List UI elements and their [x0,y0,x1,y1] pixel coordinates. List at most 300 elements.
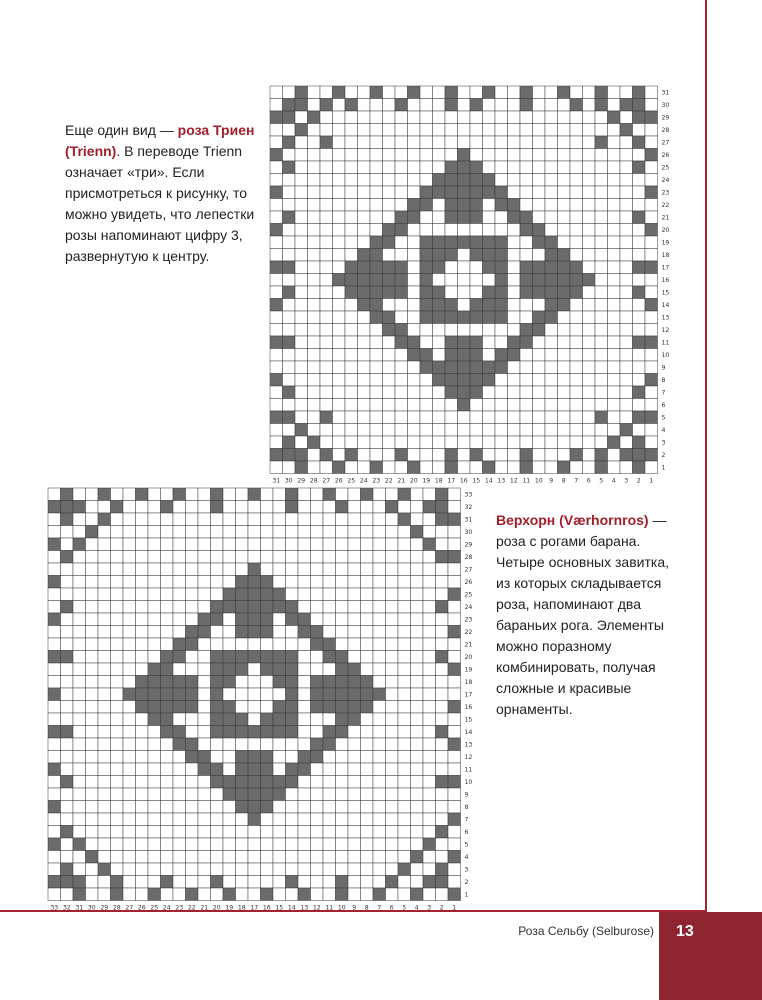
verhorn-chart-cell [373,826,386,839]
trienn-chart-cell [633,99,646,112]
trienn-chart-cell [570,149,583,162]
verhorn-chart-cell [48,801,61,814]
trienn-chart-cell [458,211,471,224]
verhorn-chart-cell [248,526,261,539]
trienn-chart-cell [470,224,483,237]
trienn-chart-cell [583,174,596,187]
verhorn-chart-cell [448,851,461,864]
trienn-chart-cell [345,349,358,362]
trienn-chart-cell [558,174,571,187]
trienn-chart-cell [345,99,358,112]
verhorn-chart-cell [336,738,349,751]
trienn-chart-cell [545,161,558,174]
verhorn-chart-cell [111,488,124,501]
verhorn-chart-cell [298,863,311,876]
verhorn-chart-cell [148,876,161,889]
trienn-chart-cell [345,149,358,162]
verhorn-chart-cell [423,501,436,514]
trienn-chart-cell [445,436,458,449]
trienn-chart-cell [595,224,608,237]
verhorn-chart-cell [198,663,211,676]
trienn-chart-cell [308,424,321,437]
verhorn-chart-cell [186,738,199,751]
verhorn-chart-cell [386,863,399,876]
verhorn-chart-cell [348,688,361,701]
verhorn-chart-cell [98,888,111,901]
verhorn-chart-cell [323,526,336,539]
trienn-chart-cell [620,161,633,174]
verhorn-chart-cell [261,776,274,789]
trienn-chart-cell [545,261,558,274]
verhorn-chart-cell [111,826,124,839]
verhorn-chart-cell [148,738,161,751]
trienn-chart-row-label: 11 [661,339,670,347]
trienn-chart-cell [445,324,458,337]
trienn-chart-cell [558,111,571,124]
verhorn-chart-cell [361,676,374,689]
verhorn-chart-cell [323,563,336,576]
verhorn-chart-cell [361,751,374,764]
trienn-chart-cell [570,211,583,224]
verhorn-chart-cell [48,538,61,551]
trienn-chart-cell [458,224,471,237]
verhorn-chart-cell [148,838,161,851]
trienn-chart-cell [470,161,483,174]
verhorn-chart-row-label: 21 [464,641,473,649]
verhorn-chart-cell [323,738,336,751]
verhorn-chart-cell [411,588,424,601]
trienn-chart-cell [545,274,558,287]
trienn-chart-cell [483,286,496,299]
verhorn-chart-cell [111,501,124,514]
verhorn-chart-cell [98,526,111,539]
trienn-chart-cell [420,399,433,412]
verhorn-chart-cell [173,738,186,751]
trienn-chart-cell [570,136,583,149]
trienn-chart-cell [520,149,533,162]
trienn-chart-cell [508,436,521,449]
trienn-chart-cell [283,449,296,462]
verhorn-chart-cell [298,538,311,551]
verhorn-chart-cell [223,876,236,889]
trienn-chart-cell [608,411,621,424]
trienn-chart-cell [570,449,583,462]
trienn-chart-cell [483,324,496,337]
verhorn-chart-cell [436,838,449,851]
verhorn-chart-cell [136,613,149,626]
trienn-chart-cell [383,99,396,112]
verhorn-chart-cell [161,688,174,701]
trienn-chart-cell [608,211,621,224]
verhorn-chart-cell [411,526,424,539]
verhorn-chart-cell [386,876,399,889]
verhorn-chart-row-label: 15 [464,716,473,724]
trienn-chart-cell [420,436,433,449]
verhorn-chart-cell [436,738,449,751]
trienn-chart-cell [633,186,646,199]
trienn-chart-cell [483,249,496,262]
paragraph-verhorn-rest: — роза с рогами барана. Четыре основных завитка, из которых складывается роза, напоминают два бараньих рога. Элементы можно поразному комбинировать, получая сложные и красивые орнаменты. [496,512,669,717]
verhorn-chart [48,488,488,912]
trienn-chart-cell [270,386,283,399]
verhorn-chart-cell [98,701,111,714]
verhorn-chart-cell [248,638,261,651]
verhorn-chart-cell [423,838,436,851]
trienn-chart-cell [458,99,471,112]
verhorn-chart-cell [161,676,174,689]
trienn-chart-cell [295,261,308,274]
trienn-chart-cell [308,461,321,474]
verhorn-chart-cell [48,676,61,689]
trienn-chart-cell [345,161,358,174]
trienn-chart-cell [583,361,596,374]
trienn-chart-cell [445,274,458,287]
verhorn-chart-cell [236,776,249,789]
trienn-chart-cell [408,349,421,362]
verhorn-chart-cell [348,538,361,551]
verhorn-chart-cell [273,501,286,514]
trienn-chart-cell [445,386,458,399]
verhorn-chart-cell [186,576,199,589]
trienn-chart-cell [370,286,383,299]
trienn-chart-cell [595,199,608,212]
verhorn-chart-cell [261,888,274,901]
verhorn-chart-cell [111,638,124,651]
trienn-chart-cell [645,449,658,462]
verhorn-chart-cell [98,601,111,614]
verhorn-chart-cell [323,751,336,764]
trienn-chart-cell [358,211,371,224]
trienn-chart-cell [458,249,471,262]
trienn-chart-cell [595,386,608,399]
trienn-chart-cell [333,286,346,299]
verhorn-chart-cell [311,801,324,814]
trienn-chart-row-label: 23 [661,189,670,197]
verhorn-chart-cell [61,876,74,889]
trienn-chart-cell [620,374,633,387]
trienn-chart-cell [608,199,621,212]
trienn-chart-cell [433,361,446,374]
verhorn-chart-cell [261,676,274,689]
trienn-chart-cell [433,336,446,349]
trienn-chart-cell [333,374,346,387]
verhorn-chart-cell [61,863,74,876]
verhorn-chart-cell [448,776,461,789]
trienn-chart-cell [633,361,646,374]
verhorn-chart-row-label: 8 [464,803,469,811]
verhorn-chart-cell [161,738,174,751]
trienn-chart-cell [408,299,421,312]
verhorn-chart-cell [86,651,99,664]
verhorn-chart-cell [123,788,136,801]
verhorn-chart-cell [223,888,236,901]
trienn-chart-cell [333,349,346,362]
verhorn-chart-cell [173,851,186,864]
verhorn-chart-cell [223,588,236,601]
trienn-chart-cell [508,136,521,149]
verhorn-chart-cell [373,638,386,651]
verhorn-chart-cell [48,726,61,739]
verhorn-chart-cell [411,713,424,726]
verhorn-chart-cell [386,601,399,614]
trienn-chart-cell [508,99,521,112]
verhorn-chart-cell [361,876,374,889]
verhorn-chart-cell [211,726,224,739]
verhorn-chart-cell [398,813,411,826]
trienn-chart-cell [508,449,521,462]
verhorn-chart-cell [211,576,224,589]
trienn-chart-row-label: 30 [661,101,670,109]
trienn-chart-svg [270,86,700,485]
trienn-chart-cell [433,424,446,437]
verhorn-chart-cell [261,838,274,851]
verhorn-chart-cell [223,488,236,501]
verhorn-chart-cell [348,813,361,826]
verhorn-chart-cell [111,576,124,589]
verhorn-chart-cell [98,551,111,564]
trienn-chart-cell [633,261,646,274]
trienn-chart-cell [533,424,546,437]
verhorn-chart-cell [386,776,399,789]
verhorn-chart-cell [273,638,286,651]
verhorn-chart-cell [211,513,224,526]
trienn-chart-cell [583,399,596,412]
trienn-chart-cell [345,374,358,387]
trienn-chart-cell [620,86,633,99]
trienn-chart-cell [633,174,646,187]
verhorn-chart-cell [173,801,186,814]
verhorn-chart-cell [173,576,186,589]
verhorn-chart-cell [161,838,174,851]
verhorn-chart-cell [423,813,436,826]
verhorn-chart-cell [86,588,99,601]
verhorn-chart-cell [211,626,224,639]
trienn-chart-cell [533,174,546,187]
trienn-chart-cell [270,274,283,287]
verhorn-chart-cell [298,688,311,701]
verhorn-chart-cell [223,738,236,751]
verhorn-chart-cell [173,613,186,626]
trienn-chart-cell [408,386,421,399]
verhorn-chart-cell [198,713,211,726]
trienn-chart-cell [283,261,296,274]
verhorn-chart-cell [336,851,349,864]
verhorn-chart-cell [236,863,249,876]
verhorn-chart-cell [48,826,61,839]
verhorn-chart-cell [348,663,361,676]
verhorn-chart-cell [86,601,99,614]
trienn-chart-cell [345,336,358,349]
trienn-chart-cell [320,261,333,274]
verhorn-chart-cell [123,526,136,539]
trienn-chart-cell [270,249,283,262]
trienn-chart-cell [520,386,533,399]
verhorn-chart-cell [273,513,286,526]
trienn-chart-cell [608,124,621,137]
trienn-chart-cell [483,174,496,187]
trienn-chart-cell [308,361,321,374]
verhorn-chart-cell [398,538,411,551]
trienn-chart-cell [483,161,496,174]
verhorn-chart-cell [386,526,399,539]
trienn-chart-cell [295,174,308,187]
trienn-chart-cell [633,374,646,387]
verhorn-chart-cell [173,663,186,676]
trienn-chart-cell [320,436,333,449]
verhorn-chart-cell [286,876,299,889]
trienn-chart-cell [283,211,296,224]
verhorn-chart-cell [261,813,274,826]
verhorn-chart-cell [448,801,461,814]
trienn-chart-cell [445,411,458,424]
trienn-chart-cell [408,136,421,149]
trienn-chart-cell [470,299,483,312]
verhorn-chart-cell [61,626,74,639]
trienn-chart-cell [458,324,471,337]
verhorn-chart-cell [86,538,99,551]
trienn-chart-cell [295,361,308,374]
verhorn-chart-cell [273,826,286,839]
trienn-chart-cell [508,186,521,199]
trienn-chart-cell [520,361,533,374]
verhorn-chart-cell [73,763,86,776]
verhorn-chart-cell [423,526,436,539]
verhorn-chart-cell [361,638,374,651]
trienn-chart-cell [495,199,508,212]
trienn-chart-cell [570,311,583,324]
trienn-chart-cell [508,161,521,174]
verhorn-chart-cell [423,613,436,626]
verhorn-chart-cell [398,501,411,514]
trienn-chart-cell [558,199,571,212]
trienn-chart-cell [345,461,358,474]
trienn-chart-cell [370,136,383,149]
trienn-chart-cell [570,249,583,262]
trienn-chart-cell [395,386,408,399]
trienn-chart-cell [545,411,558,424]
verhorn-chart-cell [298,726,311,739]
verhorn-chart-cell [261,851,274,864]
verhorn-chart-cell [336,626,349,639]
verhorn-chart-cell [361,538,374,551]
verhorn-chart-cell [398,726,411,739]
verhorn-chart-cell [223,726,236,739]
verhorn-chart-cell [248,588,261,601]
verhorn-chart-cell [111,601,124,614]
trienn-chart-cell [533,136,546,149]
verhorn-chart-cell [423,801,436,814]
trienn-chart-cell [420,424,433,437]
trienn-chart-cell [545,136,558,149]
trienn-chart-cell [383,161,396,174]
verhorn-chart-cell [336,826,349,839]
verhorn-chart-cell [273,676,286,689]
trienn-chart-cell [533,461,546,474]
trienn-chart-cell [370,99,383,112]
trienn-chart-cell [358,461,371,474]
verhorn-chart-cell [361,801,374,814]
verhorn-chart-cell [323,688,336,701]
trienn-chart-cell [333,299,346,312]
trienn-chart-cell [295,386,308,399]
verhorn-chart-cell [348,801,361,814]
trienn-chart-col-label: 16 [459,477,468,485]
trienn-chart-cell [358,236,371,249]
trienn-chart-cell [445,249,458,262]
verhorn-chart-cell [336,688,349,701]
trienn-chart-cell [383,249,396,262]
verhorn-chart-row-label: 4 [464,853,469,861]
trienn-chart-cell [645,149,658,162]
trienn-chart-cell [545,124,558,137]
trienn-chart-cell [458,299,471,312]
trienn-chart-cell [508,411,521,424]
trienn-chart-cell [533,186,546,199]
trienn-chart-cell [283,124,296,137]
trienn-chart-cell [283,199,296,212]
verhorn-chart-cell [298,638,311,651]
verhorn-chart-cell [186,788,199,801]
trienn-chart-cell [483,149,496,162]
trienn-chart-cell [383,86,396,99]
verhorn-chart-cell [186,688,199,701]
trienn-chart-cell [608,436,621,449]
trienn-chart-cell [558,99,571,112]
verhorn-chart-cell [173,888,186,901]
verhorn-chart-cell [273,576,286,589]
verhorn-chart-cell [436,701,449,714]
verhorn-chart-cell [423,826,436,839]
verhorn-chart-row-label: 30 [464,528,473,536]
trienn-chart-cell [620,274,633,287]
verhorn-chart-cell [336,876,349,889]
trienn-chart-col-label: 22 [384,477,393,485]
verhorn-chart-cell [398,788,411,801]
verhorn-chart-row-label: 11 [464,766,473,774]
verhorn-chart-cell [273,813,286,826]
verhorn-chart-cell [148,563,161,576]
verhorn-chart-cell [211,563,224,576]
trienn-chart-cell [645,124,658,137]
trienn-chart-cell [433,399,446,412]
verhorn-chart-cell [386,888,399,901]
verhorn-chart-cell [98,676,111,689]
verhorn-chart-col-label: 17 [250,904,259,912]
verhorn-chart-cell [311,813,324,826]
verhorn-chart-cell [73,788,86,801]
verhorn-chart-cell [186,851,199,864]
trienn-chart-cell [483,111,496,124]
verhorn-chart-cell [236,701,249,714]
trienn-chart-cell [495,211,508,224]
verhorn-chart-cell [86,638,99,651]
verhorn-chart-cell [311,488,324,501]
trienn-chart-cell [358,224,371,237]
verhorn-chart-cell [86,876,99,889]
trienn-chart-cell [270,174,283,187]
verhorn-chart-col-label: 18 [237,904,246,912]
trienn-chart-cell [495,249,508,262]
trienn-chart-cell [395,86,408,99]
trienn-chart-cell [570,224,583,237]
trienn-chart-cell [545,374,558,387]
verhorn-chart-cell [323,676,336,689]
trienn-chart-cell [558,211,571,224]
trienn-chart-cell [495,274,508,287]
trienn-chart-cell [408,111,421,124]
verhorn-chart-cell [298,738,311,751]
verhorn-chart-cell [161,588,174,601]
